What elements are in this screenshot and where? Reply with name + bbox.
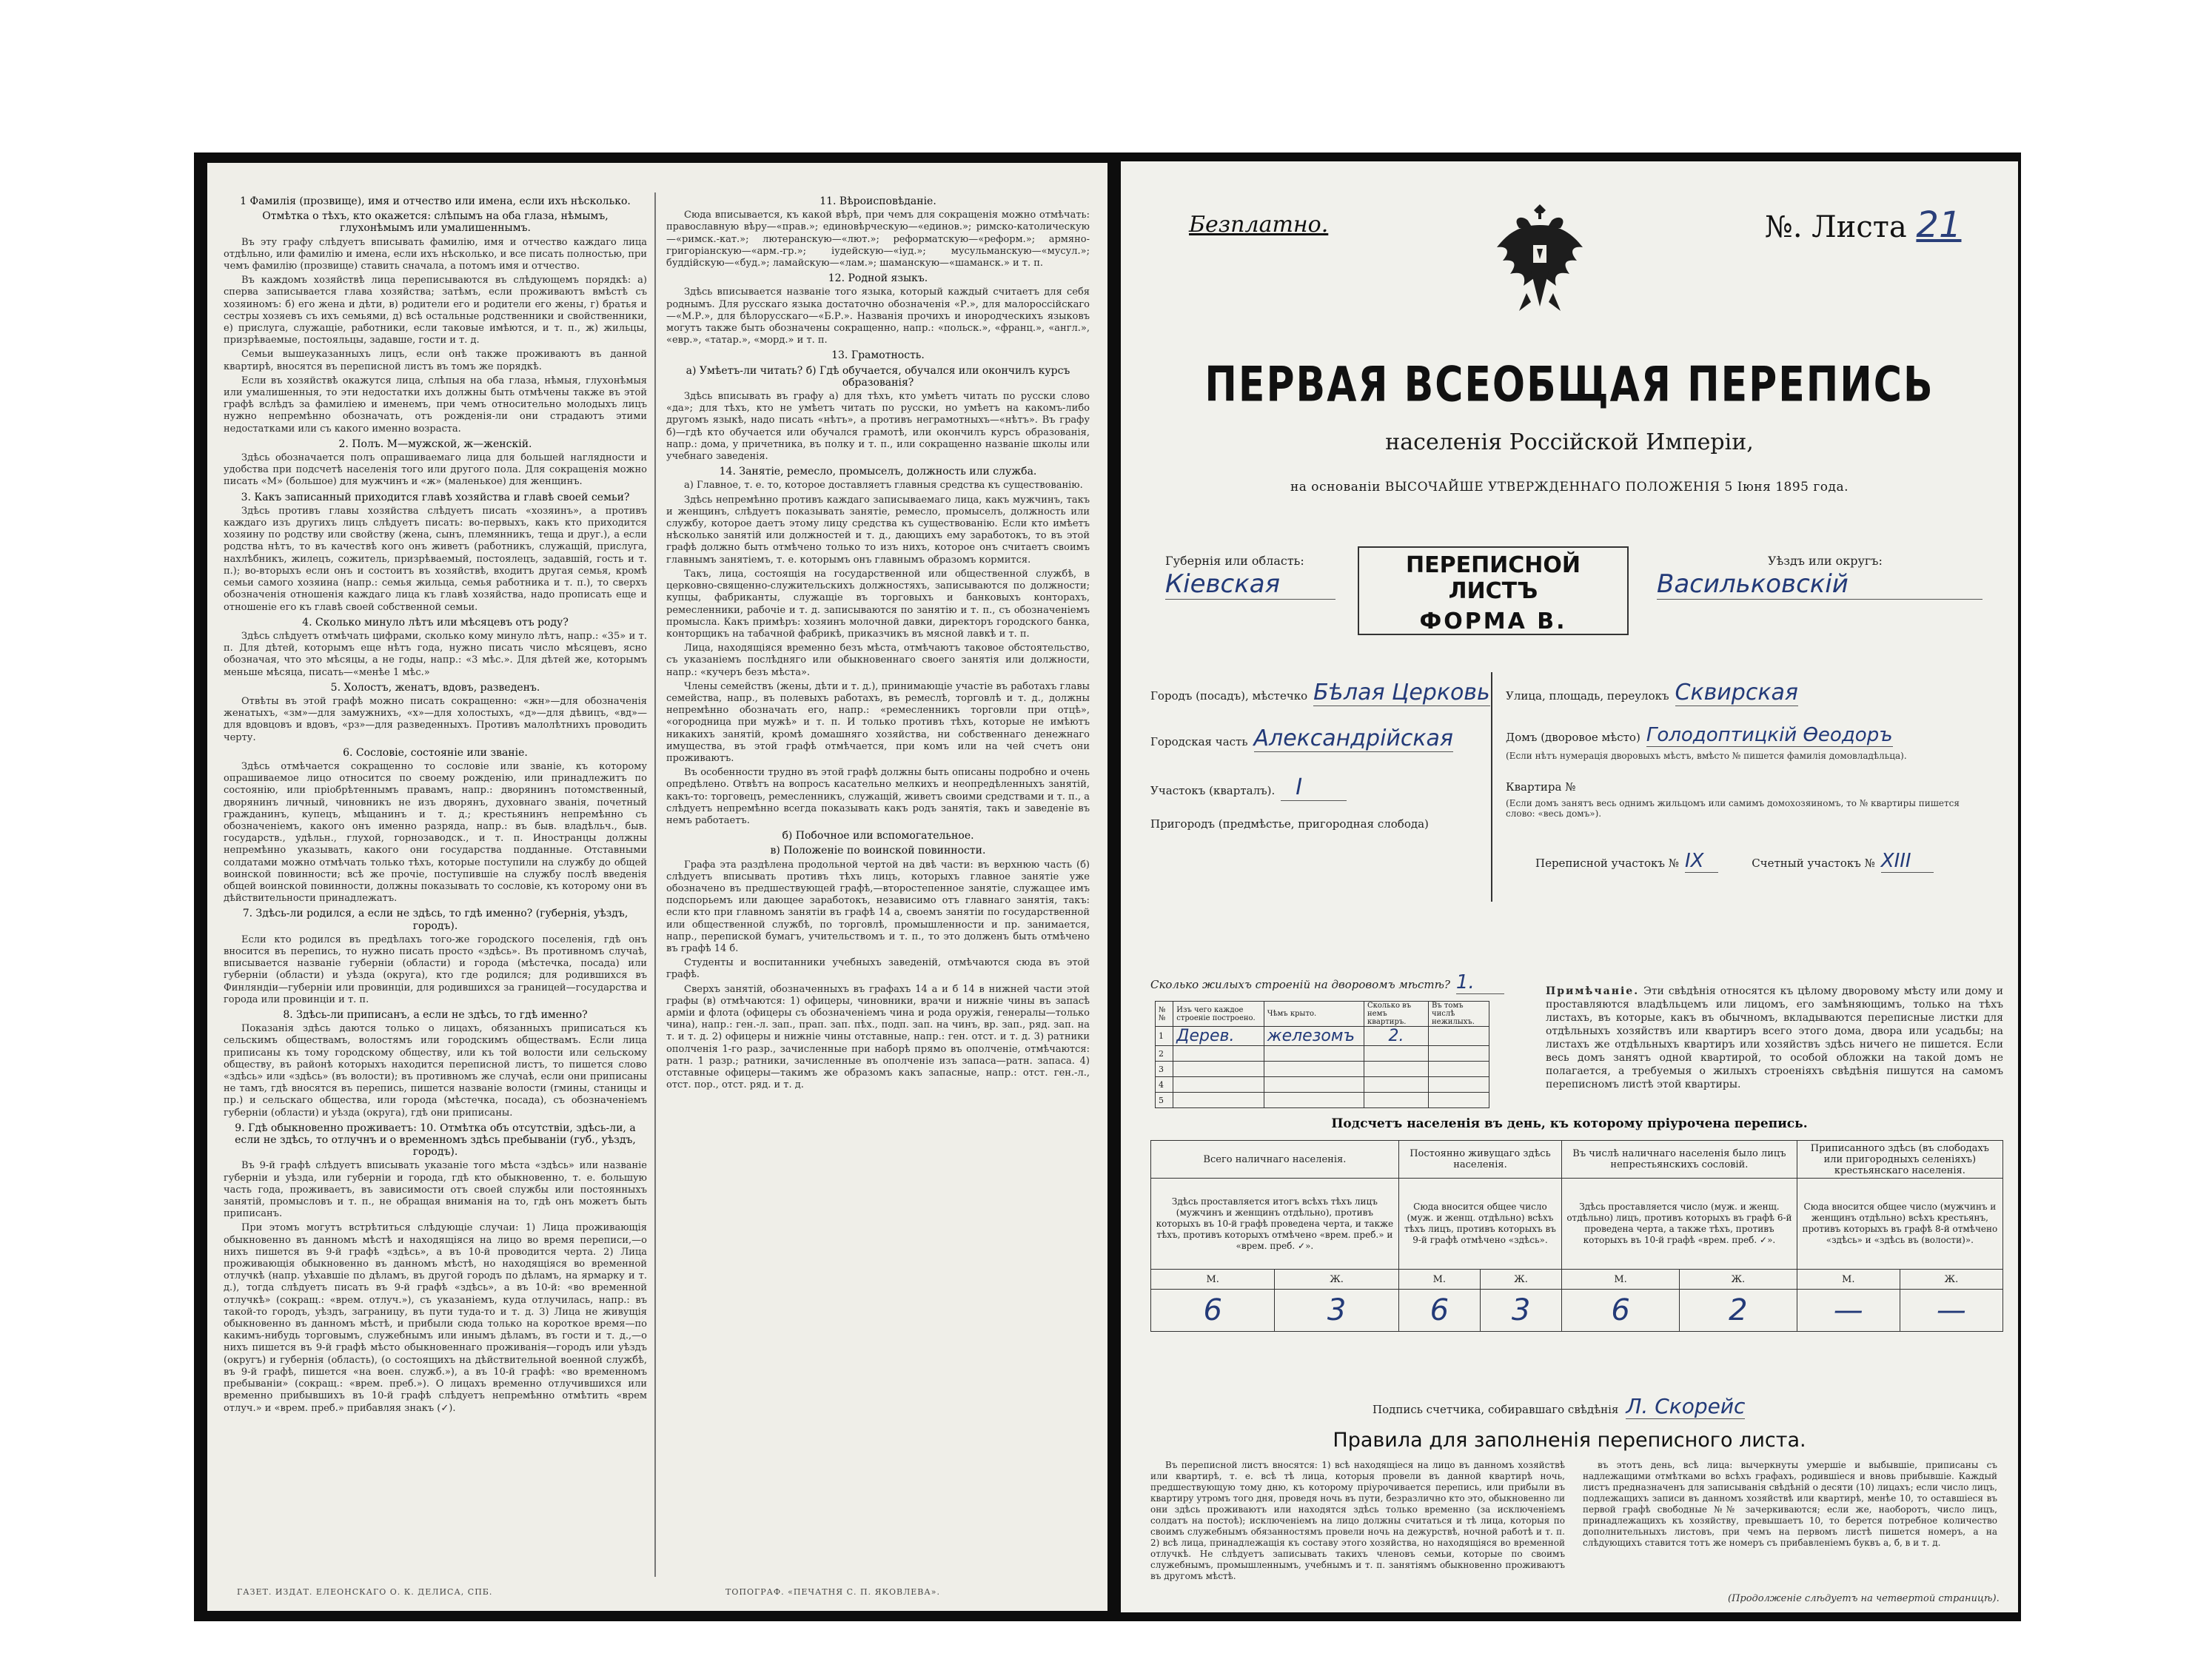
count-header-cell: Въ числѣ наличнаго населенія было лицъ непрестьянскихъ сословій. (1562, 1141, 1797, 1179)
section-heading: 11. Вѣроисповѣданіе. (820, 195, 936, 207)
table-header-cell: Изъ чего каждое строеніе построено. (1173, 1002, 1264, 1027)
table-header-cell: №№ (1156, 1002, 1173, 1027)
continuation-note: (Продолженіе слѣдуетъ на четвертой страницѣ). (1728, 1593, 2000, 1604)
table-cell (1429, 1027, 1489, 1046)
table-cell: 4 (1156, 1077, 1173, 1093)
census-section-label: Переписной участокъ № (1535, 857, 1679, 870)
form-title: ПЕРЕПИСНОЙ ЛИСТЪ (1405, 552, 1581, 604)
apartment-label: Квартира № (1506, 780, 1576, 794)
instruction-paragraph: Здѣсь вписывается названіе того языка, который каждый считаетъ для себя роднымъ. Для русскаго языка достаточно обозначенія «Р.», для малороссійскаго—«М.Р.», для бѣлорусскаго—«Б.Р.». Названія прочихъ и инородческихъ языковъ могутъ также быть обозначены сокращенно, напр.: «польск.», «франц.», «англ.», «евр.», «татар.», «морд.» и т. п. (666, 286, 1090, 346)
sex-cell: М. (1562, 1270, 1680, 1290)
sex-cell: Ж. (1480, 1270, 1561, 1290)
section-heading: 7. Здѣсь-ли родился, а если не здѣсь, то гдѣ именно? (губернія, уѣздъ, городъ). (242, 908, 629, 932)
instructions-column-1 (224, 192, 647, 1562)
sex-cell: М. (1398, 1270, 1480, 1290)
section-heading: 8. Здѣсь-ли приписанъ, а если не здѣсь, то гдѣ именно? (283, 1009, 588, 1021)
section-heading: 13. Грамотность. (831, 349, 925, 362)
town-value: Бѣлая Церковь (1313, 680, 1490, 706)
legal-basis: на основаніи ВЫСОЧАЙШЕ УТВЕРЖДЕННАГО ПОЛОЖЕНІЯ 5 Іюня 1895 года. (1290, 480, 1849, 495)
section-heading: б) Побочное или вспомогательное. (782, 830, 974, 842)
instruction-paragraph: Студенты и воспитанники учебныхъ заведеній, отмѣчаются сюда въ этой графѣ. (666, 957, 1090, 981)
enumerator-signature (1373, 1394, 1745, 1418)
table-header-cell: Чѣмъ крыто. (1264, 1002, 1364, 1027)
form-title-box (1358, 546, 1629, 635)
sheet-number (1765, 204, 1962, 246)
instruction-paragraph: Въ каждомъ хозяйствѣ лица переписываются въ слѣдующемъ порядкѣ: а) сперва записывается глава хозяйства; затѣмъ, если проживаютъ вмѣстѣ съ хозяиномъ: б) его жена и дѣти, в) родители его и родители его жены, г) братья и сестры хозяевъ съ ихъ семьями, д) всѣ остальные родственники и свойственники, е) прислуга, служащіе, работники, если таковые имѣются, и т. п., ж) жильцы, призрѣваемые, постояльцы, задавше, гости и т. д. (224, 275, 647, 346)
instructions-column-2 (666, 192, 1090, 1562)
buildings-table-header (1156, 1002, 1489, 1027)
table-cell: 5 (1156, 1093, 1173, 1108)
apartment-field (1506, 780, 1575, 794)
apartment-note: (Если домъ занятъ весь однимъ жильцомъ или самимъ домохозяиномъ, то № квартиры пишется слово: «весь домъ»). (1506, 798, 1960, 819)
table-row (1156, 1077, 1489, 1093)
printer-imprint-left: ГАЗЕТ. ИЗДАТ. ЕЛЕОНСКАГО О. К. ДЕЛИСА, СПБ. (237, 1587, 493, 1597)
sex-cell: Ж. (1275, 1270, 1398, 1290)
section-heading: 6. Сословіе, состояніе или званіе. (343, 746, 528, 759)
street-label: Улица, площадь, переулокъ (1506, 689, 1669, 703)
census-title: ПЕРВАЯ ВСЕОБЩАЯ ПЕРЕПИСЬ (1204, 357, 1934, 413)
instruction-paragraph: Лица, находящіяся временно безъ мѣста, отмѣчаютъ таковое обстоятельство, съ указаніемъ послѣдняго или обыкновеннаго своего занятія или должности, напр.: «кучеръ безъ мѣста». (666, 643, 1090, 678)
census-section-value: IX (1685, 850, 1718, 873)
district-field (1657, 554, 1983, 600)
table-row (1156, 1046, 1489, 1062)
instruction-paragraph: Если въ хозяйствѣ окажутся лица, слѣпыя на оба глаза, нѣмыя, глухонѣмыя или умалишенныя, то эти недостатки ихъ должны быть отмѣчены также въ этой графѣ вслѣдъ за фамиліею и именемъ, при чемъ относительно молодыхъ лицъ нужно непремѣнно обозначать, отъ рожденія-ли они страдаютъ этими недостатками или съ какого именно возраста. (224, 375, 647, 435)
printer-imprint-right: ТОПОГРАФ. «ПЕЧАТНЯ С. П. ЯКОВЛЕВА». (725, 1587, 940, 1597)
section-heading: Отмѣтка о тѣхъ, кто окажется: слѣпымъ на оба глаза, нѣмымъ, глухонѣмымъ или умалишеннымъ. (262, 210, 609, 235)
rules-text: Въ переписной листъ вносятся: 1) всѣ находящіеся на лицо въ данномъ хозяйствѣ или квартирѣ, т. е. всѣ тѣ лица, которыя провели въ данной квартирѣ ночь, предшествующую тому дню, къ которому пріурочивается перепись, или прибыли въ квартиру утромъ того дня, проведя ночь въ пути, безразлично кто это, обыкновенно ли они здѣсь проживаютъ или находятся здѣсь только временно (за исключеніемъ солдатъ на постоѣ); исключеніемъ на лицо должны считаться и тѣ лица, которыя по своимъ служебнымъ обязанностямъ провели ночь на дежурствѣ, ночной работѣ и т. п. 2) всѣ лица, принадлежащія къ составу этого хозяйства, но находящіяся во временной отлучкѣ. Не слѣдуетъ записывать такихъ членовъ семьи, которые по своимъ служебнымъ, промышленнымъ, учебнымъ и т. п. занятіямъ обыкновенно проживаютъ въ другомъ мѣстѣ. (1150, 1460, 1565, 1581)
section-heading: 5. Холостъ, женатъ, вдовъ, разведенъ. (330, 681, 540, 694)
instruction-paragraph: Въ особенности трудно въ этой графѣ должны быть описаны подробно и очень опредѣлено. Отвѣтъ на вопросъ касательно мелкихъ и неопредѣленныхъ занятій, какъ-то: торговецъ, ремесленникъ, служащій, живетъ своими средствами и т. п., а слѣдуетъ непремѣнно всегда показывать какъ родъ занятія, такъ и заведеніе въ немъ работаетъ. (666, 767, 1090, 826)
instruction-paragraph: Графа эта раздѣлена продольной чертой на двѣ части: въ верхнюю часть (б) слѣдуетъ вписывать противъ тѣхъ лицъ, которыхъ главное занятіе уже обозначено въ предшествующей графѣ,—второстепенное занятіе, служащее имъ подспорьемъ или дающее заработокъ, независимо отъ главнаго занятія, такъ: если кто при главномъ занятіи въ графѣ 14 а, своемъ занятіи по государственной или общественной службѣ, по торговлѣ, промышленности и пр. занимается, напр., перепиской бумагъ, учительствомъ и т. п., то это долженъ быть отмѣчено въ графѣ 14 б. (666, 859, 1090, 954)
section-heading: в) Положеніе по воинской повинности. (770, 845, 986, 857)
population-count-table (1150, 1140, 2003, 1332)
count-header-row (1151, 1141, 2003, 1179)
instruction-paragraph: Въ эту графу слѣдуетъ вписывать фамилію, имя и отчество каждаго лица отдѣльно, или фамилію и имена, если ихъ нѣсколько, и все писать полностью, при чемъ фамилію (прозвище) ставить сначала, а потомъ имя и отчество. (224, 236, 647, 272)
table-cell: 3 (1156, 1062, 1173, 1077)
rules-title: Правила для заполненія переписного листа. (1333, 1429, 1806, 1452)
count-description-cell: Здѣсь проставляется итогъ всѣхъ тѣхъ лицъ (мужчинъ и женщинъ отдѣльно), противъ которыхъ въ 10-й графѣ проведена черта, и также тѣхъ, противъ которыхъ отмѣчено «врем. преб.» и «врем. преб. ✓». (1151, 1179, 1399, 1270)
house-note: (Если нѣтъ нумерація дворовыхъ мѣстъ, вмѣсто № пишется фамилія домовладѣльца). (1506, 751, 1907, 761)
section-heading: 2. Полъ. М—мужской, ж—женскій. (338, 438, 532, 450)
double-headed-eagle-emblem (1489, 203, 1590, 314)
sex-cell: Ж. (1679, 1270, 1797, 1290)
city-part-field (1150, 725, 1453, 751)
province-field (1165, 554, 1335, 600)
population-count-title: Подсчетъ населенія въ день, къ которому пріурочена перепись. (1331, 1116, 1808, 1131)
census-subtitle: населенія Россійской Имперіи, (1385, 429, 1754, 455)
count-description-cell: Сюда вносится общее число (мужчинъ и женщинъ отдѣльно) всѣхъ крестьянъ, противъ которыхъ въ графѣ 8-й отмѣчено «здѣсь» и «здѣсь въ (волости)». (1797, 1179, 2002, 1270)
count-header-cell: Приписанного здѣсь (въ слободахъ или пригородныхъ селеніяхъ) крестьянскаго населенія. (1797, 1141, 2002, 1179)
count-value: 6 (1398, 1290, 1480, 1332)
instruction-paragraph: Здѣсь слѣдуетъ отмѣчать цифрами, сколько кому минуло лѣтъ, напр.: «35» и т. п. Для дѣтей, которымъ еще нѣтъ года, нужно писать число мѣсяцевъ, ясно обозначая, что это мѣсяцы, а не годы, напр.: «3 мѣс.». Для дѣтей же, которымъ меньше мѣсяца, писать—«менѣе 1 мѣс.» (224, 630, 647, 678)
table-row (1156, 1027, 1489, 1046)
instruction-paragraph: Сверхъ занятій, обозначенныхъ въ графахъ 14 а и б 14 в нижней части этой графы (в) отмѣчаются: 1) офицеры, чиновники, врачи и нижніе чины въ запасѣ арміи и флота (офицеры съ обозначеніемъ чина и рода оружія, генералы—только чина), напр.: ген.-л. зап., прап. зап. пѣх., подп. зап. на чинъ, вр. зап., ряд. зап. на т. и т. д. 2) офицеры и нижніе чины отставные, напр.: ген. отст. и т. д. 3) ратники ополченія 1-го разр., зачисленные при наборѣ прямо въ ополченіе, отмѣчаются: ратн. 1 разр.; ратники, зачисленные въ ополченіе изъ запаса—ратн. запаса. 4) отставные офицеры—такимъ же образомъ какъ запасные, напр.: отст. ген.-л., отст. пор., отст. ряд. и т. д. (666, 983, 1090, 1091)
table-cell: железомъ (1264, 1027, 1364, 1046)
count-value: 2 (1679, 1290, 1797, 1332)
count-value: 6 (1151, 1290, 1275, 1332)
left-page (207, 163, 1107, 1611)
count-description-cell: Сюда вносится общее число (муж. и женщ. отдѣльно) всѣхъ тѣхъ лицъ, противъ которыхъ въ 9-й графѣ отмѣчено «здѣсь». (1398, 1179, 1561, 1270)
sheet-number-value: 21 (1916, 204, 1962, 246)
census-section-field (1535, 850, 1934, 872)
count-section-value: XIII (1881, 850, 1934, 873)
count-value: — (1797, 1290, 1900, 1332)
table-cell: 2. (1364, 1027, 1429, 1046)
count-value-row (1151, 1290, 2003, 1332)
instruction-paragraph: Въ 9-й графѣ слѣдуетъ вписывать указаніе того мѣста «здѣсь» или названіе губерніи и уѣзда, или губерніи и города, гдѣ кто обыкновенно, т. е. большую часть года, проживаетъ, въ зависимости отъ своей службы или постоянныхъ занятій, промысловъ и т. п., не обращая вниманія на то, гдѣ онъ можетъ быть приписанъ. (224, 1160, 647, 1220)
table-header-cell: Сколько въ немъ квартиръ. (1364, 1002, 1429, 1027)
sex-cell: М. (1151, 1270, 1275, 1290)
instruction-paragraph: Сюда вписывается, къ какой вѣрѣ, при чемъ для сокращенія можно отмѣчать: православную вѣру—«прав.»; единовѣрческую—«единов.»; римско-католическую—«римск.-кат.»; лютеранскую—«лют.»; реформатскую—«реформ.»; армяно-григоріанскую—«арм.-гр.»; іудейскую—«іуд.»; мусульманскую—«мусул.»; буддійскую—«буд.»; ламайскую—«лам.»; шаманскую—«шаманск.» и т. п. (666, 210, 1090, 269)
town-field (1150, 680, 1490, 706)
table-header-cell: Въ томъ числѣ нежилыхъ. (1429, 1002, 1489, 1027)
instruction-paragraph: Здѣсь противъ главы хозяйства слѣдуетъ писать «хозяинъ», а противъ каждаго изъ другихъ лицъ слѣдуетъ писать: во-первыхъ, какъ кто приходится хозяину по родству или свойству (жена, сынъ, племянникъ, теща и друг.), а если родства нѣтъ, то въ качествѣ кого онъ живетъ (работникъ, служащій, прислуга, нахлѣбникъ, жилецъ, сожитель, призрѣваемый, постоялецъ, задавшій, гость и т. п.); во-вторыхъ если онъ и состоитъ въ хозяйствѣ, входитъ другая семья, кромѣ семьи самого хозяина (напр.: семья жильца, семья работника и т. п.), то сверхъ обозначенія отношенія каждаго лица къ главѣ хозяйства, надо прописать еще и отношеніе его къ главѣ своей собственной семьи. (224, 505, 647, 613)
instruction-paragraph: а) Главное, т. е. то, которое доставляетъ главныя средства къ существованію. (684, 480, 1083, 492)
precinct-value: I (1281, 774, 1347, 801)
section-heading: 12. Родной языкъ. (828, 272, 928, 285)
instruction-paragraph: Здѣсь непремѣнно противъ каждаго записываемаго лица, какъ мужчинъ, такъ и женщинъ, слѣдуетъ показывать занятіе, ремесло, промыселъ, должность или службу, которое даетъ этому лицу средства къ существованію. Если кто имѣетъ нѣсколько занятій или должностей и т. д., дающихъ ему заработокъ, то въ этой графѣ должно быть отмѣчено только то изъ нихъ, которое онъ считаетъ своимъ главнымъ занятіемъ, т. е. которымъ онъ главнымъ образомъ кормится. (666, 494, 1090, 566)
free-label: Безплатно. (1189, 212, 1329, 238)
form-variant: ФОРМА В. (1419, 609, 1567, 634)
address-divider (1491, 672, 1492, 902)
precinct-field (1150, 774, 1347, 800)
scan-background (194, 153, 2021, 1621)
count-description-cell: Здѣсь проставляется число (муж. и женщ. отдѣльно) лицъ, противъ которыхъ въ графѣ 6-й проведена черта, а также тѣхъ, противъ которыхъ въ 10-й графѣ «врем. преб. ✓». (1562, 1179, 1797, 1270)
right-page (1121, 161, 2018, 1612)
instruction-paragraph: Здѣсь отмѣчается сокращенно то сословіе или званіе, къ которому опрашиваемое лицо относится по своему рожденію, или принадлежитъ по состоянію, или пріобрѣтеннымъ правамъ, напр.: дворянинъ потомственный, дворянинъ личный, чиновникъ не изъ дворянъ, духовнаго званія, почетный гражданинъ, купецъ, мѣщанинъ и т. д.; крестьянинъ непремѣнно съ обозначеніемъ, какого онъ именно разряда, напр.: въ быв. владѣльч., быв. государств., удѣльн., глухой, горнозаводск., и т. п. Иностранцы должны непремѣнно указывать, какого они государства подданные. Отставными солдатами можно отмѣчать только тѣхъ, которые поступили на службу до общей воинской повинности; всѣ же прочіе, поступившіе на службу послѣ введенія общей воинской повинности, должны показывать то сословіе, къ которому они въ дѣйствительности принадлежатъ. (224, 760, 647, 905)
section-heading: 3. Какъ записанный приходится главѣ хозяйства и главѣ своей семьи? (241, 491, 630, 503)
count-value: 3 (1275, 1290, 1398, 1332)
buildings-value: 1. (1456, 971, 1504, 994)
note-lead: Примѣчаніе. (1546, 985, 1640, 997)
street-field (1506, 680, 1798, 706)
sheet-number-label: №. Листа (1765, 210, 1907, 244)
house-value: Голодоптицкій Ѳеодоръ (1646, 724, 1893, 746)
count-header-cell: Постоянно живущаго здѣсь населенія. (1398, 1141, 1561, 1179)
instruction-paragraph: Такъ, лица, состоящія на государственной или общественной службѣ, в церковно-священно-служительскихъ должностяхъ, записываются по должности; купцы, фабриканты, служащіе въ торговыхъ и банковыхъ конторахъ, ремесленники, рабочіе и т. д. записываются по занятію и т. п., съ обозначеніемъ промысла. Какъ примѣръ: хозяинъ молочной давки, директоръ городского банка, конторщикъ на табачной фабрикѣ, приказчикъ въ мясной лавкѣ и т. п. (666, 568, 1090, 640)
section-heading: 9. Гдѣ обыкновенно проживаетъ: 10. Отмѣтка объ отсутствіи, здѣсь-ли, а если не здѣсь, то отлучнъ и о временномъ здѣсь пребываніи (губ., уѣздъ, городъ). (235, 1122, 636, 1159)
table-cell: Дерев. (1173, 1027, 1264, 1046)
instruction-paragraph: Семьи вышеуказанныхъ лицъ, если онѣ также проживаютъ въ данной квартирѣ, вносятся въ переписной листъ въ томъ же порядкѣ. (224, 349, 647, 372)
district-label: Уѣздъ или округъ: (1768, 554, 1883, 568)
suburb-field (1150, 817, 1429, 831)
table-row (1156, 1093, 1489, 1108)
table-cell: 2 (1156, 1046, 1173, 1062)
house-label: Домъ (дворовое мѣсто) (1506, 731, 1640, 744)
buildings-note (1546, 985, 2003, 1091)
note-text: Эти свѣдѣнія относятся къ цѣлому дворовому мѣсту или дому и проставляются владѣльцемъ или лицомъ, его замѣняющимъ, только на тѣхъ листахъ, въ которые, какъ въ обычномъ, вкладываются переписные листки для отдѣльныхъ хозяйствъ или квартиръ всего этого дома, двора или усадьбы; на листахъ же отдѣльныхъ квартиръ или хозяйствъ здѣсь ничего не пишется. Если весь домъ занятъ одной квартирой, то особой обложки на такой домъ не полагается, а требуемыя о жилыхъ строеніяхъ свѣдѣнія пишутся на самомъ переписномъ листѣ этой квартиры. (1546, 985, 2004, 1090)
section-heading: 4. Сколько минуло лѣтъ или мѣсяцевъ отъ роду? (302, 616, 569, 629)
instruction-paragraph: Здѣсь вписывать въ графу а) для тѣхъ, кто умѣетъ читать по русски слово «да»; для тѣхъ, кто не умѣетъ читать по русски, но умѣетъ на какомъ-либо другомъ языкѣ, надо писать «нѣтъ», а противъ неграмотныхъ—«нѣтъ». Въ графу б)—гдѣ кто обучается или обучался грамотѣ, или окончилъ курсъ образованія, напр.: дома, у причетника, въ полку и т. п., или сокращенно названіе школы или учебнаго заведенія. (666, 391, 1090, 463)
district-value: Васильковскій (1657, 569, 1983, 600)
rules-column-1 (1150, 1460, 1565, 1590)
buildings-table (1155, 1001, 1489, 1108)
section-heading: а) Умѣетъ-ли читать? б) Гдѣ обучается, обучался или окончилъ курсъ образованія? (686, 364, 1070, 389)
street-value: Сквирская (1675, 680, 1798, 706)
signature-value: Л. Скорейс (1626, 1394, 1746, 1418)
instruction-paragraph: Показанія здѣсь даются только о лицахъ, обязанныхъ приписаться къ сельскимъ обществамъ, волостямъ или городскимъ обществамъ. Если лица приписаны къ тому городскому обществу, или къ той волости или сельскому обществу, въ районѣ которыхъ находится переписной листъ, то пишется слово «здѣсь» или «здѣсь» (въ волости); въ противномъ же случаѣ, если они приписаны не тамъ, гдѣ вносятся въ перепись, пишется названіе волости (гмины, станицы и пр.) и сельскаго общества, или города (мѣстечка, посада), съ обозначеніемъ губерніи (области) и уѣзда (округа), гдѣ они приписаны. (224, 1023, 647, 1119)
count-value: 6 (1562, 1290, 1680, 1332)
rules-text: въ этотъ день, всѣ лица: вычеркнуты умершіе и выбывшіе, приписаны съ надлежащими отмѣтками во всѣхъ графахъ, родившіеся и вновь прибывшіе. Каждый листъ предназначенъ для записыванія свѣдѣній о десяти (10) лицахъ; если число лицъ, подлежащихъ записи въ данномъ хозяйствѣ или квартирѣ, менѣе 10, то оставшіеся въ первой графѣ свободные №№ зачеркиваются; если же, наоборотъ, число лицъ, принадлежащихъ къ хозяйству, превышаетъ 10, то берется потребное количество дополнительныхъ листовъ, при чемъ на первомъ листѣ пишется номеръ, а на слѣдующихъ ставится тотъ же номеръ съ прибавленіемъ буквъ а, б, в и т. д. (1583, 1460, 1997, 1548)
table-cell: 1 (1156, 1027, 1173, 1046)
city-part-value: Александрійская (1253, 725, 1453, 751)
precinct-label: Участокъ (кварталъ). (1150, 784, 1276, 797)
count-section-label: Счетный участокъ № (1752, 857, 1875, 870)
instruction-paragraph: Если кто родился въ предѣлахъ того-же городского поселенія, гдѣ онъ вносится въ перепись, то нужно писать просто «здѣсь». Въ противномъ случаѣ, вписывается названіе губерніи (области) и города (мѣстечка, посада) или губерніи (области) и уѣзда (округа), кто где родился; для родившихся въ Финляндіи—губерніи или провинціи, для родившихся за границей—государства и города или провинціи и т. п. (224, 934, 647, 1005)
instruction-paragraph: Члены семействъ (жены, дѣти и т. д.), принимающіе участіе въ работахъ главы семейства, напр., въ полевыхъ работахъ, въ ремеслѣ, торговлѣ и т. д., должны непремѣнно обозначать его, напр.: «ремесленникъ торговли при отцѣ», «огородница при мужѣ» и т. п. И только противъ тѣхъ, которые не имѣютъ никакихъ занятій, кромѣ домашняго хозяйства, ни собственнаго денежнаго имущества, въ этой графѣ отмѣчается, при комъ или на чей счетъ они проживаютъ. (666, 680, 1090, 764)
buildings-field (1150, 971, 1504, 993)
column-divider (654, 192, 656, 1577)
house-field (1506, 724, 1893, 746)
table-row (1156, 1062, 1489, 1077)
count-header-cell: Всего наличнаго населенія. (1151, 1141, 1399, 1179)
count-description-row (1151, 1179, 2003, 1270)
province-value: Кіевская (1165, 569, 1335, 600)
province-label: Губернія или область: (1165, 554, 1304, 568)
city-part-label: Городская часть (1150, 735, 1248, 748)
count-value: 3 (1480, 1290, 1561, 1332)
instruction-paragraph: Отвѣты въ этой графѣ можно писать сокращенно: «жн»—для обозначенія женатыхъ, «зм»—для замужнихъ, «х»—для холостыхъ, «д»—для дѣвицъ, «вд»—для вдовцовъ и вдовъ, «рз»—для разведенныхъ. Противъ малолѣтнихъ проводить черту. (224, 695, 647, 743)
signature-label: Подпись счетчика, собиравшаго свѣдѣнія (1373, 1403, 1619, 1416)
rules-column-2 (1583, 1460, 1997, 1590)
section-heading: 1 Фамилія (прозвище), имя и отчество или имена, если ихъ нѣсколько. (240, 195, 631, 207)
suburb-label: Пригородъ (предмѣстье, пригородная слобода) (1150, 817, 1429, 831)
sex-cell: М. (1797, 1270, 1900, 1290)
sex-header-row (1151, 1270, 2003, 1290)
buildings-label: Сколько жилыхъ строеній на дворовомъ мѣстѣ? (1150, 978, 1450, 991)
instruction-paragraph: При этомъ могутъ встрѣтиться слѣдующіе случаи: 1) Лица проживающія обыкновенно въ данномъ мѣстѣ и находящіяся на лицо во время переписи,—о нихъ пишется въ 9-й графѣ «здѣсь», а въ 10-й проводится черта. 2) Лица проживающія обыкновенно въ данномъ мѣстѣ, но находящіяся во временной отлучкѣ (напр. уѣхавшіе по дѣламъ, въ другой городъ по дѣламъ, на ярмарку и т. д.), тогда слѣдуетъ писать въ 9-й графѣ «здѣсь», а въ 10-й: «во временной отлучкѣ» (сокращ.: «врем. отлуч.»), съ указаніемъ, куда отлучилась, напр.: въ такой-то городъ, уѣздъ, заграницу, въ пути туда-то и т. д. 3) Лица не живущія обыкновенно въ данномъ мѣстѣ, и прибыли сюда только на короткое время—по какимъ-нибудь торговымъ, служебнымъ или инымъ дѣламъ, въ гости и т. д.,—о нихъ пишется въ 9-й графѣ мѣсто обыкновеннаго проживанія—городъ или уѣздъ (округъ) и губернія (область), (о состоящихъ на дѣйствительной военной службѣ, въ 9-й графѣ, пишется «на воен. служб.»), а въ 10-й графѣ: «во временномъ пребываніи» (сокращ.: «врем. преб.»). О лицахъ временно отлучившихся или временно прибывшихъ въ 10-й графѣ слѣдуетъ непремѣнно отмѣтить «врем отлуч.» и «врем. преб.» прибавляя знакъ (✓). (224, 1222, 647, 1414)
sex-cell: Ж. (1900, 1270, 2002, 1290)
section-heading: 14. Занятіе, ремесло, промыселъ, должность или служба. (719, 466, 1037, 478)
town-label: Городъ (посадъ), мѣстечко (1150, 689, 1308, 703)
instruction-paragraph: Здѣсь обозначается полъ опрашиваемаго лица для большей наглядности и удобства при подсчетѣ населенія того или другого пола. Для сокращенія можно писать «М» (большое) для мужчинъ и «ж» (маленькое) для женщинъ. (224, 452, 647, 488)
count-value: — (1900, 1290, 2002, 1332)
